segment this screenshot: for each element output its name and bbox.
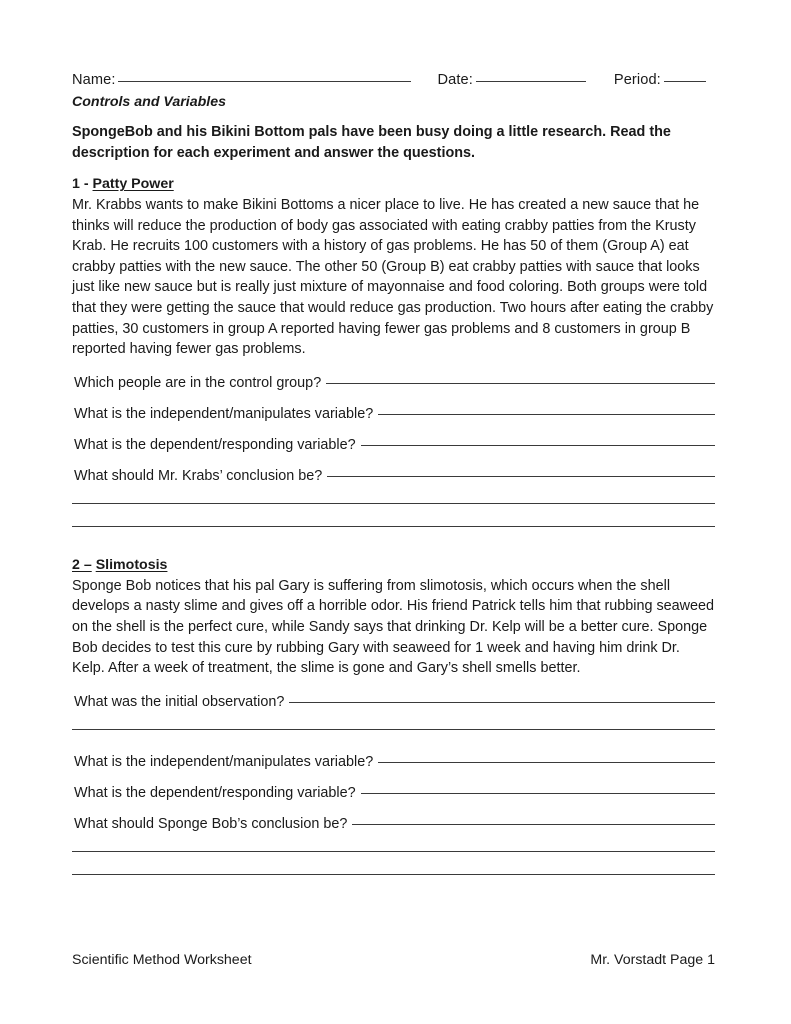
page-footer xyxy=(72,950,715,970)
question-row xyxy=(74,752,715,772)
period-input-rule[interactable] xyxy=(664,81,706,82)
instructions-paragraph: SpongeBob and his Bikini Bottom pals have been busy doing a little research. Read the description for each experiment and answer the questions. xyxy=(72,124,671,161)
date-input-rule[interactable] xyxy=(476,81,586,82)
answer-rule[interactable] xyxy=(378,762,715,763)
question-label: What is the independent/manipulates variable? xyxy=(74,405,374,422)
answer-rule[interactable] xyxy=(378,414,715,415)
answer-rule[interactable] xyxy=(352,824,715,825)
experiment-2-title: Slimotosis xyxy=(95,556,168,573)
question-label: What was the initial observation? xyxy=(74,693,285,710)
answer-rule[interactable] xyxy=(326,383,715,384)
experiment-2-body: Sponge Bob notices that his pal Gary is suffering from slimotosis, which occurs when the shell develops a nasty slime and gives off a horrible odor. His friend Patrick tells him that rubbing seaweed on the shell is the perfect cure, while Sandy says that drinking Dr. Kelp will be a better cure. Sponge Bob decides to test this cure by rubbing Gary with seaweed for 1 week and having him drink Dr. Kelp. After a week of treatment, the slime is gone and Gary’s shell smells better. xyxy=(72,577,715,677)
answer-rule[interactable] xyxy=(72,503,715,504)
answer-rule[interactable] xyxy=(289,702,715,703)
question-label: What is the dependent/responding variable? xyxy=(74,436,356,453)
question-row xyxy=(74,404,715,424)
answer-rule[interactable] xyxy=(361,793,715,794)
answer-rule[interactable] xyxy=(361,445,715,446)
question-row xyxy=(74,466,715,486)
name-label: Name: xyxy=(72,72,116,88)
experiment-2-number: 2 – xyxy=(72,556,92,573)
experiment-1-number: 1 - xyxy=(72,176,89,192)
experiment-1-questions xyxy=(72,373,715,486)
answer-rule[interactable] xyxy=(72,851,715,852)
period-label: Period: xyxy=(613,72,661,88)
answer-rule[interactable] xyxy=(72,526,715,527)
answer-rule[interactable] xyxy=(327,476,715,477)
experiment-1-body: Mr. Krabbs wants to make Bikini Bottoms a nicer place to live. He has created a new sauce that he thinks will reduce the production of body gas associated with eating crabby patties from the Krusty Krab. He recruits 100 customers with a history of gas problems. He has 50 of them (Group A) eat crabby patties with the new sauce. The other 50 (Group B) eat crabby patties with sauce that looks just like new sauce but is really just mixture of mayonnaise and food coloring. Both groups were told that they were getting the sauce that would reduce gas production. Two hours after eating the crabby patties, 30 customers in group A reported having fewer gas problems and 8 customers in group B reported having fewer gas problems. xyxy=(72,197,714,358)
question-label: Which people are in the control group? xyxy=(74,374,322,391)
answer-rule[interactable] xyxy=(72,874,715,875)
question-label: What is the independent/manipulates variable? xyxy=(74,753,374,770)
date-label: Date: xyxy=(437,72,473,88)
experiment-1-title: Patty Power xyxy=(92,176,174,192)
worksheet-subtitle: Controls and Variables xyxy=(72,94,226,110)
question-row xyxy=(74,783,715,803)
footer-left-text: Scientific Method Worksheet xyxy=(72,952,252,968)
question-row xyxy=(74,435,715,455)
question-label: What should Mr. Krabs’ conclusion be? xyxy=(74,467,323,484)
experiment-1-heading xyxy=(72,174,715,194)
question-row xyxy=(74,373,715,393)
name-input-rule[interactable] xyxy=(118,81,411,82)
question-row xyxy=(74,692,715,712)
footer-right-text: Mr. Vorstadt Page 1 xyxy=(590,952,715,968)
period-field[interactable] xyxy=(614,70,706,90)
experiment-2-questions xyxy=(72,692,715,834)
answer-rule[interactable] xyxy=(72,729,715,730)
question-label: What is the dependent/responding variable? xyxy=(74,784,356,801)
experiment-2-heading xyxy=(72,555,715,575)
date-field[interactable] xyxy=(437,70,585,90)
question-row xyxy=(74,814,715,834)
identity-row xyxy=(72,70,715,90)
question-label: What should Sponge Bob’s conclusion be? xyxy=(74,815,348,832)
name-field[interactable] xyxy=(72,70,411,90)
